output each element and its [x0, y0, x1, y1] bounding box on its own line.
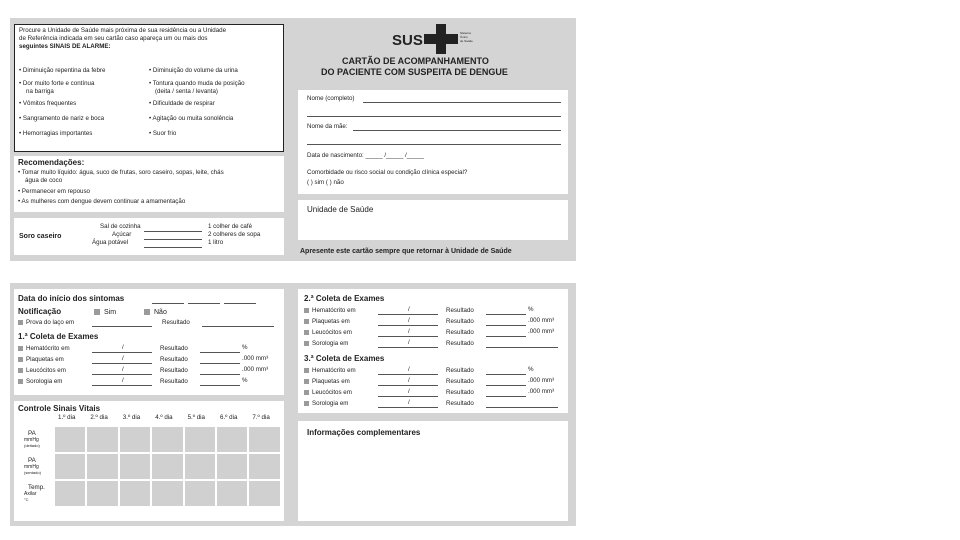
sinais-cell[interactable]	[185, 481, 215, 506]
sinais-cell[interactable]	[185, 454, 215, 479]
exam-unit: .000 mm³	[242, 355, 269, 362]
exam-date-line-2	[414, 407, 438, 408]
exam-label: Sorologia em	[312, 400, 349, 407]
exam-resultado-label: Resultado	[446, 400, 474, 407]
exam-checkbox[interactable]	[18, 379, 23, 384]
exam-resultado-line[interactable]	[200, 352, 240, 353]
exam-checkbox[interactable]	[304, 390, 309, 395]
sinais-day-label: 3.º dia	[122, 414, 141, 421]
exam-checkbox[interactable]	[304, 379, 309, 384]
exam-slash: /	[408, 388, 410, 395]
exam-checkbox[interactable]	[304, 341, 309, 346]
exam-label: Sorologia em	[312, 340, 349, 347]
back-card	[10, 283, 576, 526]
card-title-1: CARTÃO DE ACOMPANHAMENTO	[342, 56, 489, 66]
soro-line-1	[144, 231, 202, 232]
exam-checkbox[interactable]	[18, 357, 23, 362]
sinais-cell[interactable]	[120, 454, 150, 479]
exam-date-line	[92, 374, 128, 375]
exam-slash: /	[408, 399, 410, 406]
exam-slash: /	[122, 355, 124, 362]
sinais-cell[interactable]	[217, 481, 247, 506]
exams-left-box	[14, 289, 284, 395]
recomendacao-1: • Tomar muito líquido: água, suco de frutas, soro caseiro, sopas, leite, chás	[18, 169, 224, 176]
exam-label: Leucócitos em	[26, 367, 66, 374]
sinais-row-label: PA	[28, 457, 36, 464]
sinais-grid	[14, 401, 284, 521]
exam-date-line	[378, 336, 414, 337]
sinais-cell[interactable]	[249, 481, 279, 506]
sinais-row-sub: mmHg	[24, 464, 39, 470]
exam-resultado-label: Resultado	[446, 307, 474, 314]
nascimento-field[interactable]: Data de nascimento: _____ /_____ /_____	[307, 152, 424, 159]
exam-resultado-line[interactable]	[486, 374, 526, 375]
recomendacoes-box	[14, 156, 284, 212]
sinais-title: Controle Sinais Vitais	[18, 404, 101, 413]
exam-resultado-label: Resultado	[446, 367, 474, 374]
exam-checkbox[interactable]	[18, 368, 23, 373]
exam-label: Hematócrito em	[312, 367, 356, 374]
mae-line	[353, 130, 561, 131]
exam-date-line	[378, 407, 414, 408]
exam-resultado-label: Resultado	[160, 356, 188, 363]
exam-checkbox[interactable]	[304, 368, 309, 373]
exam-date-line	[92, 352, 128, 353]
exam-resultado-label: Resultado	[160, 367, 188, 374]
sinais-row-label: Temp.	[28, 484, 45, 491]
sinais-day-label: 1.º dia	[58, 414, 76, 421]
exam-resultado-line[interactable]	[486, 385, 526, 386]
mae-line-2	[307, 144, 561, 145]
sinais-cell[interactable]	[87, 481, 117, 506]
inicio-day	[152, 303, 184, 304]
alarm-right-4: • Agitação ou muita sonolência	[149, 115, 234, 122]
exam-label: Plaquetas em	[312, 378, 350, 385]
exam-unit: .000 mm³	[528, 328, 555, 335]
sinais-cell[interactable]	[120, 481, 150, 506]
exam-date-line	[378, 396, 414, 397]
sinais-box	[14, 401, 284, 521]
exam-unit: .000 mm³	[242, 366, 269, 373]
exam-resultado-label: Resultado	[446, 340, 474, 347]
exam-date-line	[92, 385, 128, 386]
alarm-right-2: • Tontura quando muda de posição	[149, 80, 245, 87]
nome-label: Nome (completo)	[307, 95, 355, 102]
exam-resultado-line[interactable]	[200, 363, 240, 364]
exam-unit: .000 mm³	[528, 377, 555, 384]
exam-date-line	[378, 347, 414, 348]
sinais-day-label: 7.º dia	[252, 414, 270, 421]
sinais-cell[interactable]	[217, 454, 247, 479]
alarm-left-4: • Sangramento de nariz e boca	[19, 115, 105, 122]
exam-label: Leucócitos em	[312, 389, 352, 396]
alarm-intro-2: de Referência indicada em seu cartão caso apareça um ou mais dos	[19, 35, 208, 42]
recomendacao-2: • Permanecer em repouso	[18, 188, 90, 195]
exam-date-line-2	[414, 314, 438, 315]
exam-date-line	[378, 374, 414, 375]
inicio-year	[224, 303, 256, 304]
prova-laco-label: Prova do laço em	[26, 319, 75, 326]
notificacao-nao-label: Não	[154, 309, 167, 316]
alarm-left-1: • Diminuição repentina da febre	[19, 67, 106, 74]
exam-resultado-line[interactable]	[486, 407, 558, 408]
alarm-left-2b: na barriga	[26, 88, 54, 95]
inicio-month	[188, 303, 220, 304]
coleta-3-title: 3.ª Coleta de Exames	[304, 354, 385, 363]
exam-label: Plaquetas em	[26, 356, 64, 363]
exam-date-line-2	[128, 363, 152, 364]
exam-slash: /	[122, 377, 124, 384]
alarm-right-2b: (deita / senta / levanta)	[155, 88, 218, 95]
exam-slash: /	[408, 377, 410, 384]
sinais-row-sub: Axilar	[24, 491, 37, 497]
prova-laco-resultado: Resultado	[162, 319, 190, 326]
exam-checkbox[interactable]	[304, 330, 309, 335]
soro-ingredient-2: Açúcar	[112, 231, 132, 238]
prova-laco-line	[92, 326, 152, 327]
exam-slash: /	[408, 306, 410, 313]
exam-label: Leucócitos em	[312, 329, 352, 336]
soro-line-2	[144, 239, 202, 240]
exam-date-line-2	[414, 336, 438, 337]
coleta-1-title: 1.ª Coleta de Exames	[18, 332, 99, 341]
sinais-cell[interactable]	[55, 427, 85, 452]
patient-form-box	[298, 90, 568, 194]
exam-resultado-label: Resultado	[446, 318, 474, 325]
inicio-label: Data do início dos sintomas	[18, 294, 125, 303]
alarm-right-3: • Dificuldade de respirar	[149, 100, 215, 107]
exam-checkbox[interactable]	[304, 319, 309, 324]
exam-resultado-line[interactable]	[486, 314, 526, 315]
sinais-row-note: (sentado)	[24, 470, 41, 475]
exam-resultado-label: Resultado	[446, 329, 474, 336]
exam-date-line	[378, 385, 414, 386]
exam-label: Hematócrito em	[312, 307, 356, 314]
alarm-intro-3: seguintes SINAIS DE ALARME:	[19, 43, 111, 50]
sinais-day-label: 2.º dia	[90, 414, 108, 421]
sinais-cell[interactable]	[87, 427, 117, 452]
sinais-cell[interactable]	[217, 427, 247, 452]
sinais-cell[interactable]	[185, 427, 215, 452]
sinais-cell[interactable]	[55, 454, 85, 479]
exam-resultado-label: Resultado	[160, 378, 188, 385]
soro-ingredient-3: Água potável	[92, 239, 129, 246]
sinais-cell[interactable]	[152, 427, 182, 452]
exam-checkbox[interactable]	[304, 308, 309, 313]
coleta-1-rows	[14, 345, 284, 395]
coleta-3-rows	[300, 367, 566, 415]
coleta-2-title: 2.ª Coleta de Exames	[304, 294, 385, 303]
sinais-cell[interactable]	[120, 427, 150, 452]
exam-unit: %	[528, 366, 534, 373]
sinais-row-label: PA	[28, 430, 36, 437]
soro-amount-3: 1 litro	[208, 239, 224, 246]
exam-slash: /	[122, 366, 124, 373]
exam-date-line-2	[128, 385, 152, 386]
soro-ingredient-1: Sal de cozinha	[100, 223, 141, 230]
recomendacoes-title: Recomendações:	[18, 158, 85, 167]
exam-resultado-label: Resultado	[446, 389, 474, 396]
exam-date-line-2	[414, 396, 438, 397]
sinais-cell[interactable]	[152, 454, 182, 479]
prova-laco-resultado-line	[202, 326, 274, 327]
recomendacao-1b: água de coco	[25, 177, 63, 184]
exam-resultado-line[interactable]	[200, 385, 240, 386]
comorbidade-options[interactable]: ( ) sim ( ) não	[307, 179, 344, 186]
exam-slash: /	[408, 339, 410, 346]
alarm-left-5: • Hemorragias importantes	[19, 130, 93, 137]
alarm-intro-1: Procure a Unidade de Saúde mais próxima de sua residência ou a Unidade	[19, 27, 227, 34]
sus-logo-text: SUS	[392, 32, 423, 49]
sus-subtitle-1: Sistema	[460, 31, 471, 35]
exam-resultado-label: Resultado	[446, 378, 474, 385]
mae-label: Nome da mãe:	[307, 123, 348, 130]
sinais-row-sub: mmHg	[24, 437, 39, 443]
exam-unit: %	[242, 377, 248, 384]
alarm-right-1: • Diminuição do volume da urina	[149, 67, 238, 74]
sinais-cell[interactable]	[249, 427, 279, 452]
exam-unit: %	[242, 344, 248, 351]
coleta-2-rows	[300, 307, 566, 355]
alarm-right-5: • Suor frio	[149, 130, 177, 137]
soro-amount-2: 2 colheres de sopa	[208, 231, 261, 238]
exam-label: Sorologia em	[26, 378, 63, 385]
notificacao-sim-checkbox[interactable]	[94, 309, 100, 315]
exam-date-line-2	[128, 374, 152, 375]
card-title-2: DO PACIENTE COM SUSPEITA DE DENGUE	[321, 67, 508, 77]
exams-right-box	[298, 289, 568, 413]
exam-slash: /	[408, 328, 410, 335]
exam-date-line	[378, 325, 414, 326]
soro-line-3	[144, 247, 202, 248]
exam-resultado-line[interactable]	[200, 374, 240, 375]
exam-slash: /	[408, 317, 410, 324]
sinais-cell[interactable]	[55, 481, 85, 506]
exam-date-line-2	[414, 347, 438, 348]
info-box	[298, 421, 568, 521]
nome-line-2	[307, 116, 561, 117]
front-card	[10, 18, 576, 261]
exam-date-line-2	[414, 374, 438, 375]
exam-slash: /	[408, 366, 410, 373]
exam-date-line-2	[414, 385, 438, 386]
exam-date-line-2	[128, 352, 152, 353]
notificacao-sim-label: Sim	[104, 309, 117, 316]
alarm-left-3: • Vômitos frequentes	[19, 100, 77, 107]
unidade-box	[298, 200, 568, 240]
exam-slash: /	[122, 344, 124, 351]
exam-resultado-line[interactable]	[486, 347, 558, 348]
exam-resultado-line[interactable]	[486, 325, 526, 326]
sinais-cell[interactable]	[249, 454, 279, 479]
comorbidade-label: Comorbidade ou risco social ou condição clínica especial?	[307, 169, 468, 176]
exam-unit: %	[528, 306, 534, 313]
cross-icon	[424, 24, 458, 54]
exam-resultado-label: Resultado	[160, 345, 188, 352]
sinais-row-note: °C	[24, 497, 29, 502]
nome-line	[363, 102, 561, 103]
sinais-cell[interactable]	[87, 454, 117, 479]
soro-label: Soro caseiro	[19, 233, 62, 240]
footer-note: Apresente este cartão sempre que retornar à Unidade de Saúde	[300, 248, 512, 255]
prova-laco-checkbox[interactable]	[18, 320, 23, 325]
exam-label: Hematócrito em	[26, 345, 70, 352]
exam-unit: .000 mm³	[528, 388, 555, 395]
info-title: Informações complementares	[307, 428, 421, 437]
notificacao-nao-checkbox[interactable]	[144, 309, 150, 315]
exam-checkbox[interactable]	[18, 346, 23, 351]
soro-box	[14, 218, 284, 255]
sinais-day-label: 5.º dia	[187, 414, 205, 421]
unidade-label: Unidade de Saúde	[307, 205, 374, 214]
exam-unit: .000 mm³	[528, 317, 555, 324]
sinais-cell[interactable]	[152, 481, 182, 506]
exam-checkbox[interactable]	[304, 401, 309, 406]
exam-resultado-line[interactable]	[486, 396, 526, 397]
sinais-day-label: 6.º dia	[220, 414, 238, 421]
soro-amount-1: 1 colher de café	[208, 223, 253, 230]
exam-date-line	[378, 314, 414, 315]
exam-resultado-line[interactable]	[486, 336, 526, 337]
exam-label: Plaquetas em	[312, 318, 350, 325]
alarm-box	[14, 24, 284, 152]
sus-subtitle-2: Único	[460, 35, 468, 39]
exam-date-line	[92, 363, 128, 364]
sinais-day-label: 4.º dia	[155, 414, 173, 421]
sus-subtitle-3: de Saúde	[460, 39, 473, 43]
exam-date-line-2	[414, 325, 438, 326]
sinais-row-note: (deitado)	[24, 443, 40, 448]
notificacao-label: Notificação	[18, 307, 62, 316]
alarm-left-2: • Dor muito forte e contínua	[19, 80, 95, 87]
recomendacao-3: • As mulheres com dengue devem continuar a amamentação	[18, 198, 186, 205]
